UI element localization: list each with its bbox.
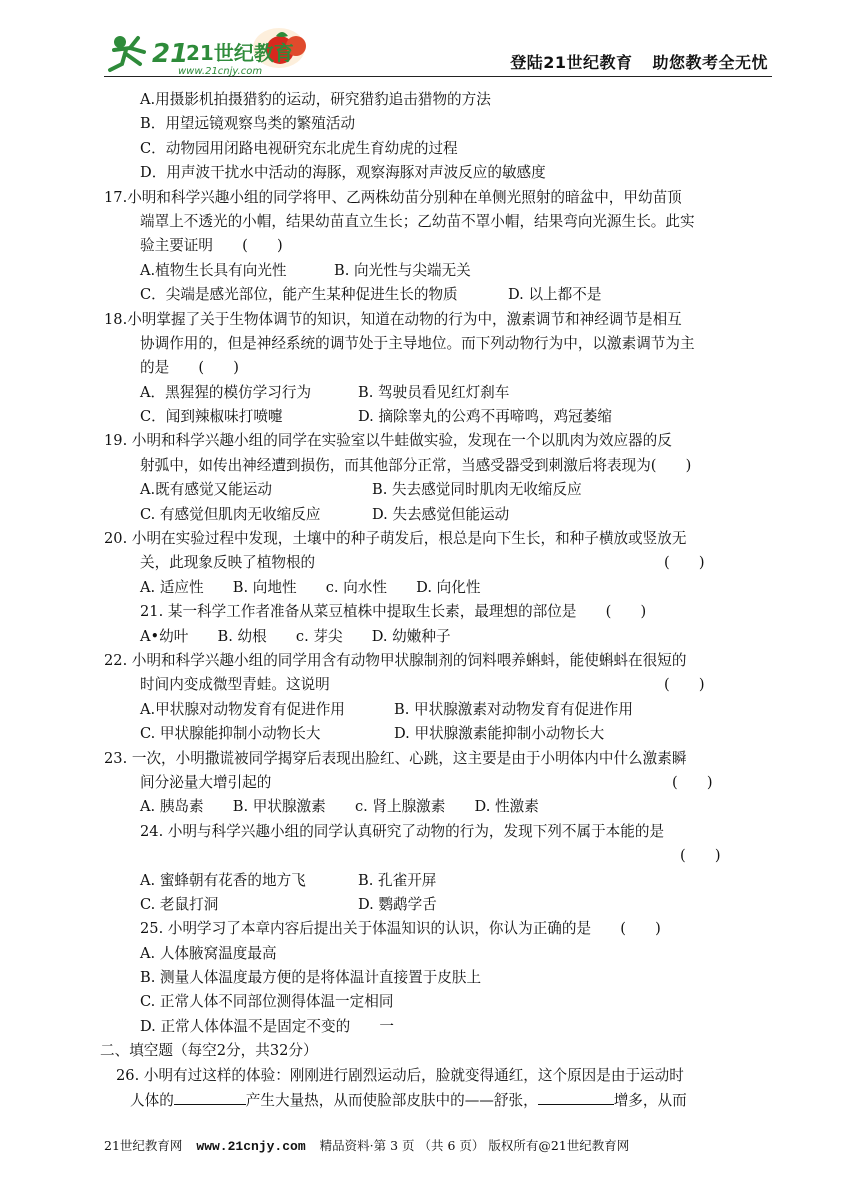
answer-bracket: ( ) xyxy=(672,773,713,791)
text-line xyxy=(104,625,776,649)
line-text: 17.小明和科学兴趣小组的同学将甲、乙两株幼苗分别种在单侧光照射的暗盆中，甲幼苗顶 xyxy=(104,188,682,206)
line-text: C．动物园用闭路电视研究东北虎生育幼虎的过程 xyxy=(140,139,458,157)
answer-bracket: ( ) xyxy=(680,847,721,865)
line-text: 20. 小明在实验过程中发现，土壤中的种子萌发后，根总是向下生长，和种子横放或竖放无 xyxy=(104,530,687,548)
option-text: D. 以上都不是 xyxy=(508,286,602,304)
line-text: A. 人体腋窝温度最高 xyxy=(140,944,277,962)
option-text: B. 失去感觉同时肌肉无收缩反应 xyxy=(372,481,582,499)
line-text: 协调作用的，但是神经系统的调节处于主导地位。而下列动物行为中，以激素调节为主 xyxy=(140,334,695,352)
slogan-login: 登陆21世纪教育 xyxy=(510,53,633,72)
text-line xyxy=(104,332,776,356)
line-text: B. 测量人体温度最方便的是将体温计直接置于皮肤上 xyxy=(140,969,482,987)
header-slogan xyxy=(510,50,768,73)
line-text: 二、填空题（每空2分，共32分） xyxy=(100,1042,318,1060)
text-line xyxy=(104,576,776,600)
option-text: D. 摘除睾丸的公鸡不再啼鸣，鸡冠萎缩 xyxy=(358,408,612,426)
fill-blank[interactable] xyxy=(174,1088,246,1105)
line-text: D．用声波干扰水中活动的海豚，观察海豚对声波反应的敏感度 xyxy=(140,164,546,182)
option-text: B. 向光性与尖端无关 xyxy=(334,261,471,279)
text-line xyxy=(104,137,776,161)
fill-blank[interactable] xyxy=(538,1088,614,1105)
option-text: D. 甲状腺激素能抑制小动物长大 xyxy=(394,725,605,743)
text-line xyxy=(104,966,776,990)
text-line xyxy=(104,771,776,795)
option-text: D. 鹦鹉学舌 xyxy=(358,895,437,913)
line-text: 验主要证明 ( ) xyxy=(140,237,283,255)
option-text: D. 失去感觉但能运动 xyxy=(372,505,510,523)
line-text: 24. 小明与科学兴趣小组的同学认真研究了动物的行为，发现下列不属于本能的是 xyxy=(140,822,665,840)
line-text: C. 甲状腺能抑制小动物长大 xyxy=(140,725,321,743)
line-text: A•幼叶 B. 幼根 c. 芽尖 D. 幼嫩种子 xyxy=(140,627,451,645)
text-line xyxy=(104,88,776,112)
site-logo xyxy=(104,24,314,80)
answer-bracket: ( ) xyxy=(664,554,705,572)
text-line xyxy=(104,942,776,966)
answer-bracket: ( ) xyxy=(664,676,705,694)
text-line xyxy=(104,990,776,1014)
line-text: A.既有感觉又能运动 xyxy=(140,481,272,499)
text-line xyxy=(104,820,776,844)
line-text: 的是 ( ) xyxy=(140,359,239,377)
option-text: B. 甲状腺激素对动物发育有促进作用 xyxy=(394,700,633,718)
text-line xyxy=(104,673,776,697)
text-line xyxy=(104,210,776,234)
text-line xyxy=(104,649,776,673)
text-line xyxy=(104,283,776,307)
slogan-help: 助您教考全无忧 xyxy=(652,53,768,72)
footer-url[interactable]: www.21cnjy.com xyxy=(196,1139,306,1154)
line-text: C. 正常人体不同部位测得体温一定相同 xyxy=(140,993,394,1011)
line-text: 端罩上不透光的小帽，结果幼苗直立生长；乙幼苗不罩小帽，结果弯向光源生长。此实 xyxy=(140,212,695,230)
line-text: 22. 小明和科学兴趣小组的同学用含有动物甲状腺制剂的饲料喂养蝌蚪，能使蝌蚪在很短的 xyxy=(104,651,687,669)
line-text: 时间内变成微型青蛙。这说明 xyxy=(140,676,330,694)
text-line xyxy=(104,527,776,551)
option-text: B. 孔雀开屏 xyxy=(358,871,437,889)
text-line xyxy=(104,747,776,771)
line-text: A．黑猩猩的模仿学习行为 xyxy=(140,383,312,401)
text-line xyxy=(104,454,776,478)
text-line xyxy=(104,844,776,868)
line-text: 射弧中，如传出神经遭到损伤，而其他部分正常，当感受器受到刺激后将表现为( ) xyxy=(140,456,692,474)
line-text: C．闻到辣椒味打喷嚏 xyxy=(140,408,283,426)
text-line xyxy=(104,917,776,941)
text-line xyxy=(104,405,776,429)
text-line xyxy=(104,698,776,722)
line-text: 21. 某一科学工作者准备从菜豆植株中提取生长素，最理想的部位是 ( ) xyxy=(140,603,647,621)
logo-title: 21世纪教育 xyxy=(186,41,294,65)
text-line xyxy=(104,259,776,283)
footer-site: 21世纪教育网 xyxy=(104,1138,183,1153)
text-line xyxy=(104,161,776,185)
text-line xyxy=(104,600,776,624)
text-line xyxy=(104,795,776,819)
line-text: 19. 小明和科学兴趣小组的同学在实验室以牛蛙做实验，发现在一个以肌肉为效应器的反 xyxy=(104,432,672,450)
line-text: 25. 小明学习了本章内容后提出关于体温知识的认识，你认为正确的是 ( ) xyxy=(140,920,661,938)
line-text: 人体的 xyxy=(130,1092,174,1110)
text-line xyxy=(100,1039,776,1063)
footer-info: 精品资料·第 3 页 （共 6 页） 版权所有@21世纪教育网 xyxy=(319,1138,630,1153)
line-text: B．用望远镜观察鸟类的繁殖活动 xyxy=(140,115,356,133)
page-footer xyxy=(104,1136,629,1154)
line-text: C．尖端是感光部位，能产生某种促进生长的物质 xyxy=(140,286,458,304)
page-content xyxy=(100,88,776,1112)
line-text: A. 胰岛素 B. 甲状腺激素 c. 肾上腺激素 D. 性激素 xyxy=(140,798,539,816)
text-line xyxy=(104,356,776,380)
line-text: 23. 一次，小明撒谎被同学揭穿后表现出脸红、心跳，这主要是由于小明体内中什么激素瞬 xyxy=(104,749,687,767)
option-text: B. 驾驶员看见红灯刹车 xyxy=(358,383,510,401)
text-line xyxy=(104,381,776,405)
line-text: 增多，从而 xyxy=(613,1092,687,1110)
text-line xyxy=(104,478,776,502)
text-line xyxy=(104,112,776,136)
header-divider xyxy=(104,76,772,77)
text-line xyxy=(104,308,776,332)
question-26-line-2 xyxy=(104,1088,776,1112)
line-text: A.甲状腺对动物发育有促进作用 xyxy=(140,700,345,718)
text-line xyxy=(104,186,776,210)
page-header xyxy=(104,20,772,82)
line-text: C. 老鼠打洞 xyxy=(140,895,219,913)
line-text: A. 适应性 B. 向地性 c. 向水性 D. 向化性 xyxy=(140,578,481,596)
line-text: A.植物生长具有向光性 xyxy=(140,261,287,279)
text-line xyxy=(104,869,776,893)
text-line xyxy=(104,722,776,746)
line-text: 18.小明掌握了关于生物体调节的知识，知道在动物的行为中，激素调节和神经调节是相互 xyxy=(104,310,682,328)
text-line xyxy=(104,893,776,917)
question-26-line-1: 26. 小明有过这样的体验：刚刚进行剧烈运动后，脸就变得通红，这个原因是由于运动时 xyxy=(116,1066,684,1084)
line-text: 关，此现象反映了植物根的 xyxy=(140,554,316,572)
line-text: A. 蜜蜂朝有花香的地方飞 xyxy=(140,871,306,889)
text-line xyxy=(104,551,776,575)
svg-text:21: 21 xyxy=(152,39,189,69)
text-line xyxy=(104,234,776,258)
line-text: 间分泌量大增引起的 xyxy=(140,773,272,791)
line-text: D. 正常人体体温不是固定不变的 一 xyxy=(140,1017,394,1035)
text-line xyxy=(104,429,776,453)
text-line xyxy=(104,1015,776,1039)
line-text: 产生大量热，从而使脸部皮肤中的——舒张， xyxy=(245,1092,538,1110)
line-text: A.用摄影机拍摄猎豹的运动，研究猎豹追击猎物的方法 xyxy=(140,91,491,108)
logo-url: www.21cnjy.com xyxy=(178,66,263,77)
line-text: C. 有感觉但肌肉无收缩反应 xyxy=(140,505,321,523)
text-line xyxy=(104,503,776,527)
